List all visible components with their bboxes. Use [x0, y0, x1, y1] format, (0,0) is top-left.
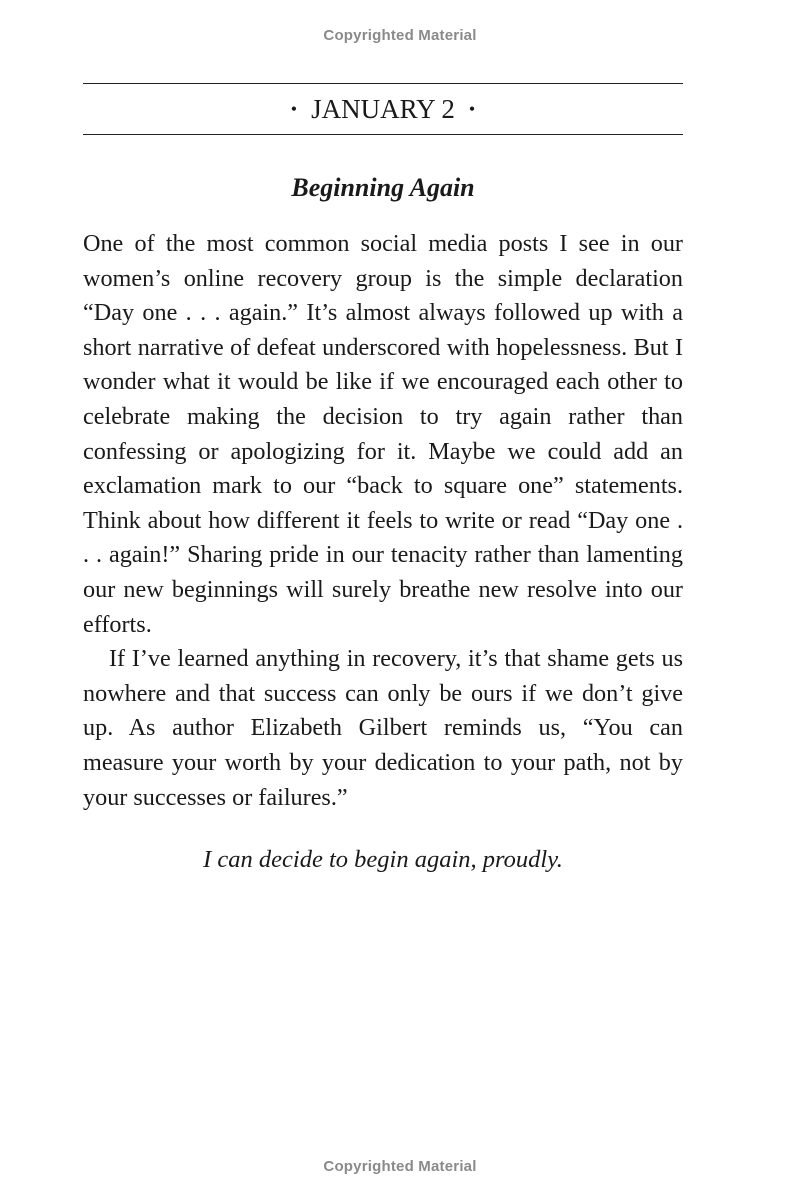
body-paragraph-2: If I’ve learned anything in recovery, it’s that shame gets us nowhere and that success can only be ours if we don’t give up. As author Elizabeth Gilbert reminds us, “You can measure your worth by your dedication to your path, not by your successes or failures.” — [83, 645, 683, 811]
copyright-watermark-top: Copyrighted Material — [323, 27, 477, 44]
entry-body — [83, 227, 683, 815]
header-rule-bottom — [83, 134, 683, 135]
body-paragraph-1: One of the most common social media posts I see in our women’s online recovery group is the simple declaration “Day one . . . again.” It’s almost always followed up with a short narrative of defeat underscored with hopelessness. But I wonder what it would be like if we encouraged each other to celebrate making the decision to try again rather than confessing or apologizing for it. Maybe we could add an exclamation mark to our “back to square one” statements. Think about how different it feels to write or read “Day one . . . again!” Sharing pride in our tenacity rather than lamenting our new beginnings will surely breathe new resolve into our efforts. — [83, 230, 683, 638]
bullet-left: • — [290, 98, 298, 119]
copyright-watermark-bottom: Copyrighted Material — [323, 1158, 477, 1175]
date-heading — [83, 91, 683, 130]
entry-title: Beginning Again — [291, 173, 475, 202]
header-rule-top — [83, 83, 683, 84]
bullet-right: • — [468, 98, 476, 119]
date-label: JANUARY 2 — [311, 94, 455, 124]
daily-affirmation: I can decide to begin again, proudly. — [203, 846, 563, 873]
